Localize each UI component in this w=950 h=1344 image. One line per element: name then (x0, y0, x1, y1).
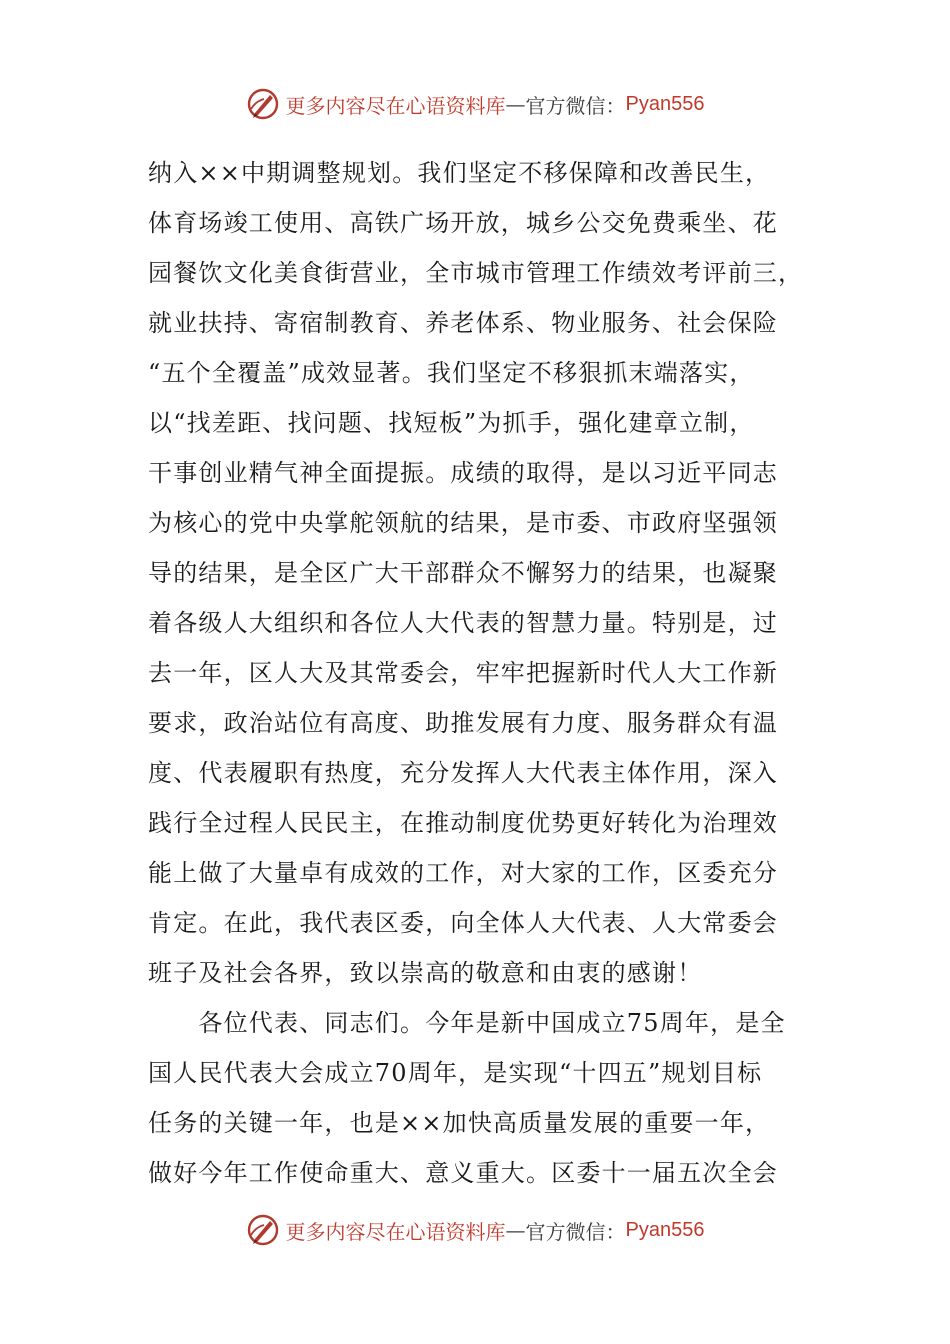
pen-logo-icon (246, 1213, 280, 1247)
text-line: 度、代表履职有热度，充分发挥人大代表主体作用，深入 (148, 759, 778, 787)
text-line: 导的结果，是全区广大干部群众不懈努力的结果，也凝聚 (148, 559, 778, 587)
separator: — (505, 92, 526, 116)
text-line: “五个全覆盖”成效显著。我们坚定不移狠抓末端落实， (148, 359, 755, 387)
text-line: 做好今年工作使命重大、意义重大。区委十一届五次全会 (148, 1159, 778, 1187)
header-banner (0, 84, 950, 124)
wechat-id: Pyan556 (625, 1218, 705, 1241)
wechat-label: 官方微信： (525, 1219, 626, 1244)
text-line: 践行全过程人民民主，在推动制度优势更好转化为治理效 (148, 809, 778, 837)
separator: — (505, 1218, 526, 1242)
text-line: 国人民代表大会成立70周年，是实现“十四五”规划目标 (148, 1059, 763, 1087)
text-line: 能上做了大量卓有成效的工作，对大家的工作，区委充分 (148, 859, 778, 887)
paragraph-start-line: 各位代表、同志们。今年是新中国成立75周年，是全 (148, 1009, 786, 1037)
text-line: 以“找差距、找问题、找短板”为抓手，强化建章立制， (148, 409, 755, 437)
wechat-label: 官方微信： (525, 93, 626, 118)
text-line: 任务的关键一年，也是××加快高质量发展的重要一年， (148, 1109, 771, 1137)
text-line: 体育场竣工使用、高铁广场开放，城乡公交免费乘坐、花 (148, 209, 778, 237)
text-line: 着各级人大组织和各位人大代表的智慧力量。特别是，过 (148, 609, 778, 637)
document-body (148, 148, 804, 1198)
pen-logo-icon (246, 87, 280, 121)
text-line: 干事创业精气神全面提振。成绩的取得，是以习近平同志 (148, 459, 778, 487)
text-line: 去一年，区人大及其常委会，牢牢把握新时代人大工作新 (148, 659, 778, 687)
text-line: 为核心的党中央掌舵领航的结果，是市委、市政府坚强领 (148, 509, 778, 537)
wechat-id: Pyan556 (625, 92, 705, 115)
text-line: 就业扶持、寄宿制教育、养老体系、物业服务、社会保险 (148, 309, 778, 337)
text-line: 园餐饮文化美食街营业，全市城市管理工作绩效考评前三， (148, 259, 804, 287)
library-name: 更多内容尽在心语资料库 (285, 93, 506, 118)
text-line: 班子及社会各界，致以崇高的敬意和由衷的感谢！ (148, 959, 703, 987)
footer-banner (0, 1210, 950, 1250)
text-line: 肯定。在此，我代表区委，向全体人大代表、人大常委会 (148, 909, 778, 937)
text-line: 纳入××中期调整规划。我们坚定不移保障和改善民生， (148, 159, 771, 187)
text-line: 要求，政治站位有高度、助推发展有力度、服务群众有温 (148, 709, 778, 737)
library-name: 更多内容尽在心语资料库 (285, 1219, 506, 1244)
